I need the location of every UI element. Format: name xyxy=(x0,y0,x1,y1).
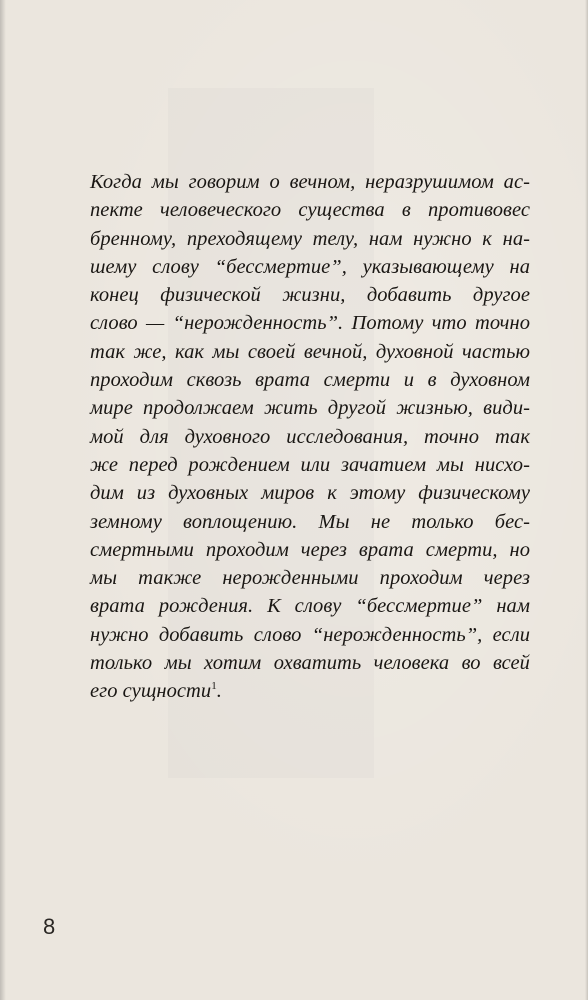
text-line: конец физической жизни, добавить другое xyxy=(90,284,530,307)
text-line: шему слову “бессмертие”, указывающему на xyxy=(90,255,530,278)
text-line-last xyxy=(90,677,530,705)
text-line: мы также нерожденными проходим через xyxy=(90,567,530,590)
text-line: же перед рождением или зачатием мы нисхо- xyxy=(90,453,530,476)
text-line: смертными проходим через врата смерти, но xyxy=(90,538,530,561)
text-line: Когда мы говорим о вечном, неразрушимом ас- xyxy=(90,171,530,193)
text-line: нужно добавить слово “нерожденность”, если xyxy=(90,623,530,646)
page-edge-left xyxy=(0,0,6,1000)
last-line-end: . xyxy=(216,680,222,703)
last-line-text: его сущности xyxy=(90,680,212,703)
text-line: пекте человеческого существа в противовес xyxy=(90,199,530,222)
text-line: дим из духовных миров к этому физическому xyxy=(90,482,530,505)
text-line: мой для духовного исследования, точно так xyxy=(90,425,530,448)
text-line: мире продолжаем жить другой жизнью, види- xyxy=(90,397,530,420)
footnote-marker[interactable]: 1 xyxy=(211,680,217,693)
body-paragraph xyxy=(90,168,530,706)
text-line: земному воплощению. Мы не только бес- xyxy=(90,510,530,533)
text-line: только мы хотим охватить человека во всей xyxy=(90,652,530,675)
text-line: проходим сквозь врата смерти и в духовном xyxy=(90,369,530,392)
text-line: слово — “нерожденность”. Потому что точно xyxy=(90,312,530,335)
text-line: бренному, преходящему телу, нам нужно к на- xyxy=(90,227,530,250)
page-number: 8 xyxy=(43,914,56,939)
text-line: так же, как мы своей вечной, духовной частью xyxy=(90,340,530,363)
text-line: врата рождения. К слову “бессмертие” нам xyxy=(90,595,530,618)
